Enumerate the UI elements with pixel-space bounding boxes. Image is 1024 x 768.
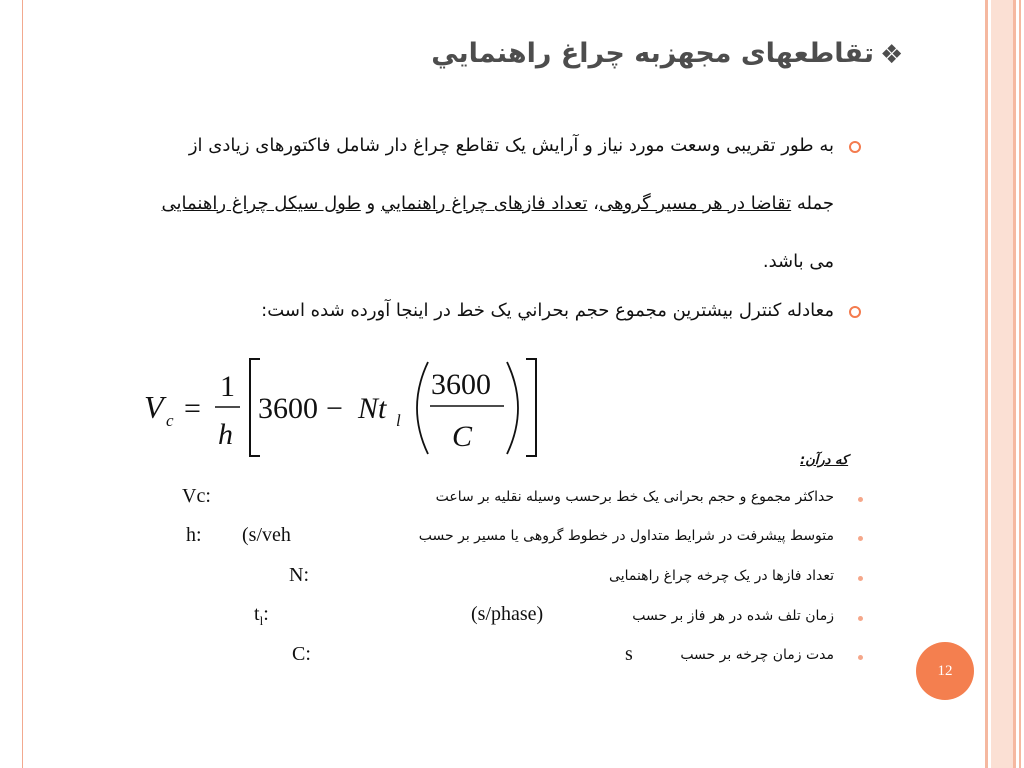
symbol-sub-l: l: [259, 613, 264, 628]
definitions-heading: که درآن:: [800, 453, 849, 468]
definition-symbol-tl: [254, 603, 269, 629]
slide-frame-right: [983, 0, 1024, 768]
definition-symbol-h: h:: [186, 524, 202, 546]
separator: و: [360, 193, 381, 214]
symbol-colon: :: [263, 603, 269, 625]
symbol-t: t: [254, 603, 260, 625]
bullet-dot-icon: [858, 616, 863, 621]
definition-symbol-n: N:: [289, 564, 309, 586]
equation-inner-num: 3600: [431, 368, 491, 401]
page-number-badge: 12: [916, 642, 974, 700]
definition-unit-c: s: [625, 643, 633, 665]
bullet-dot-icon: [858, 655, 863, 660]
definition-text-tl: زمان تلف شده در هر فاز بر حسب: [632, 608, 834, 624]
bullet-dot-icon: [858, 576, 863, 581]
definition-unit-tl: (s/phase): [471, 603, 544, 625]
equation-lhs-sub: c: [166, 411, 174, 430]
equation: [144, 356, 554, 466]
definition-text-h: متوسط پیشرفت در شرایط متداول در خطوط گروهی یا مسیر بر حسب: [418, 528, 834, 544]
definition-text-n: تعداد فازها در یک چرخه چراغ راهنمایی: [609, 568, 834, 584]
bullet-ring-icon: [849, 141, 861, 153]
equation-n-var: Nt: [358, 392, 387, 425]
bullet-dot-icon: [858, 536, 863, 541]
bullet-dot-icon: [858, 497, 863, 502]
equation-n-sub: l: [396, 411, 401, 430]
definition-symbol-c: C:: [292, 643, 311, 665]
definition-text-vc: حداکثر مجموع و حجم بحرانی یک خط برحسب وسیله نقلیه بر ساعت: [435, 489, 834, 505]
equation-lhs-var: V: [144, 389, 164, 425]
diamond-cluster-icon: ❖: [880, 40, 904, 70]
definition-symbol-vc: Vc:: [182, 485, 211, 507]
equation-svg: [144, 356, 554, 466]
equation-frac-den: h: [218, 418, 233, 451]
slide-title: تقاطعهای مجهزبه چراغ راهنمايي: [431, 38, 874, 69]
underlined-term-phases: تعداد فازهای چراغ راهنمايي: [380, 193, 588, 214]
underlined-term-cycle-length: طول سیکل چراغ راهنمایی: [161, 193, 361, 214]
bullet-1-line-2: [162, 193, 834, 214]
equation-const: 3600: [258, 392, 318, 425]
right-paren: [507, 362, 518, 454]
left-paren: [417, 362, 428, 454]
equation-eq-sign: =: [184, 392, 201, 425]
underlined-term-demand: تقاضا در هر مسیر گروهی: [598, 193, 792, 214]
equation-inner-den: C: [452, 420, 473, 453]
bullet-1-text: جمله: [791, 193, 834, 214]
separator: ،: [587, 193, 599, 214]
bullet-ring-icon: [849, 306, 861, 318]
right-bracket: [526, 359, 536, 456]
definition-text-c: مدت زمان چرخه بر حسب: [680, 647, 834, 663]
equation-minus: −: [326, 392, 343, 425]
slide-frame-left: [22, 0, 23, 768]
bullet-1-line-3: می باشد.: [762, 251, 834, 272]
definition-unit-h: (s/veh: [242, 524, 291, 546]
equation-frac-num: 1: [220, 370, 235, 403]
bullet-2-text: معادله کنترل بیشترین مجموع حجم بحراني یک خط در اینجا آورده شده است:: [261, 300, 834, 321]
bullet-1-line-1: به طور تقریبی وسعت مورد نیاز و آرایش یک تقاطع چراغ دار شامل فاکتورهای زیادی از: [188, 135, 834, 156]
